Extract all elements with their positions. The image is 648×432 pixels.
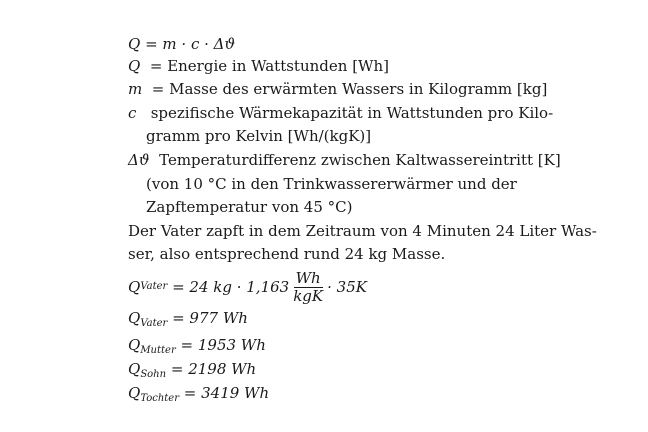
result-tochter: $Q_{Tochter} = 3419$ Wh (128, 384, 270, 404)
formula-lhs: Q (128, 35, 141, 53)
definition-symbol: Δϑ (128, 151, 150, 169)
result-mutter: $Q_{Mutter} = 1953$ Wh (128, 336, 266, 356)
definition-q (128, 56, 389, 76)
definition-text: spezifische Wärmekapazität in Wattstunden pro Kilo- (150, 104, 554, 122)
formula-line (128, 34, 235, 54)
definition-delta-theta-continued-1: (von 10 °C in den Trinkwassererwärmer und der (146, 175, 517, 193)
definition-symbol: m (128, 80, 143, 98)
definition-c (128, 103, 553, 123)
definition-delta-theta-continued-2: Zapftemperatur von 45 °C) (146, 198, 353, 216)
definition-delta-theta (128, 150, 561, 170)
definition-c-continued: gramm pro Kelvin [Wh/(kgK)] (146, 127, 372, 145)
definition-m (128, 79, 547, 99)
definition-symbol: Q (128, 57, 141, 75)
unit-fraction: $\frac{Wh}{\text{kgK}}$ (293, 268, 324, 305)
calc-vater-formula: Q Vater = 24 kg · 1,163 $\frac{Wh}{\text{kgK}}$ · 35K (128, 268, 367, 305)
formula-rhs: = m · c · Δϑ (145, 35, 236, 53)
definition-text: = Energie in Wattstunden [Wh] (149, 57, 389, 75)
paragraph-line-1: Der Vater zapft in dem Zeitraum von 4 Minuten 24 Liter Was- (128, 222, 597, 240)
result-vater: $Q_{Vater} = 977$ Wh (128, 309, 248, 329)
paragraph-line-2: ser, also entsprechend rund 24 kg Masse. (128, 245, 446, 263)
result-sohn: $Q_{Sohn} = 2198$ Wh (128, 360, 257, 380)
definition-text: = Masse des erwärmten Wassers in Kilogramm [kg] (151, 80, 548, 98)
definition-symbol: c (128, 104, 137, 122)
definition-text: Temperaturdifferenz zwischen Kaltwassereintritt [K] (159, 151, 561, 169)
